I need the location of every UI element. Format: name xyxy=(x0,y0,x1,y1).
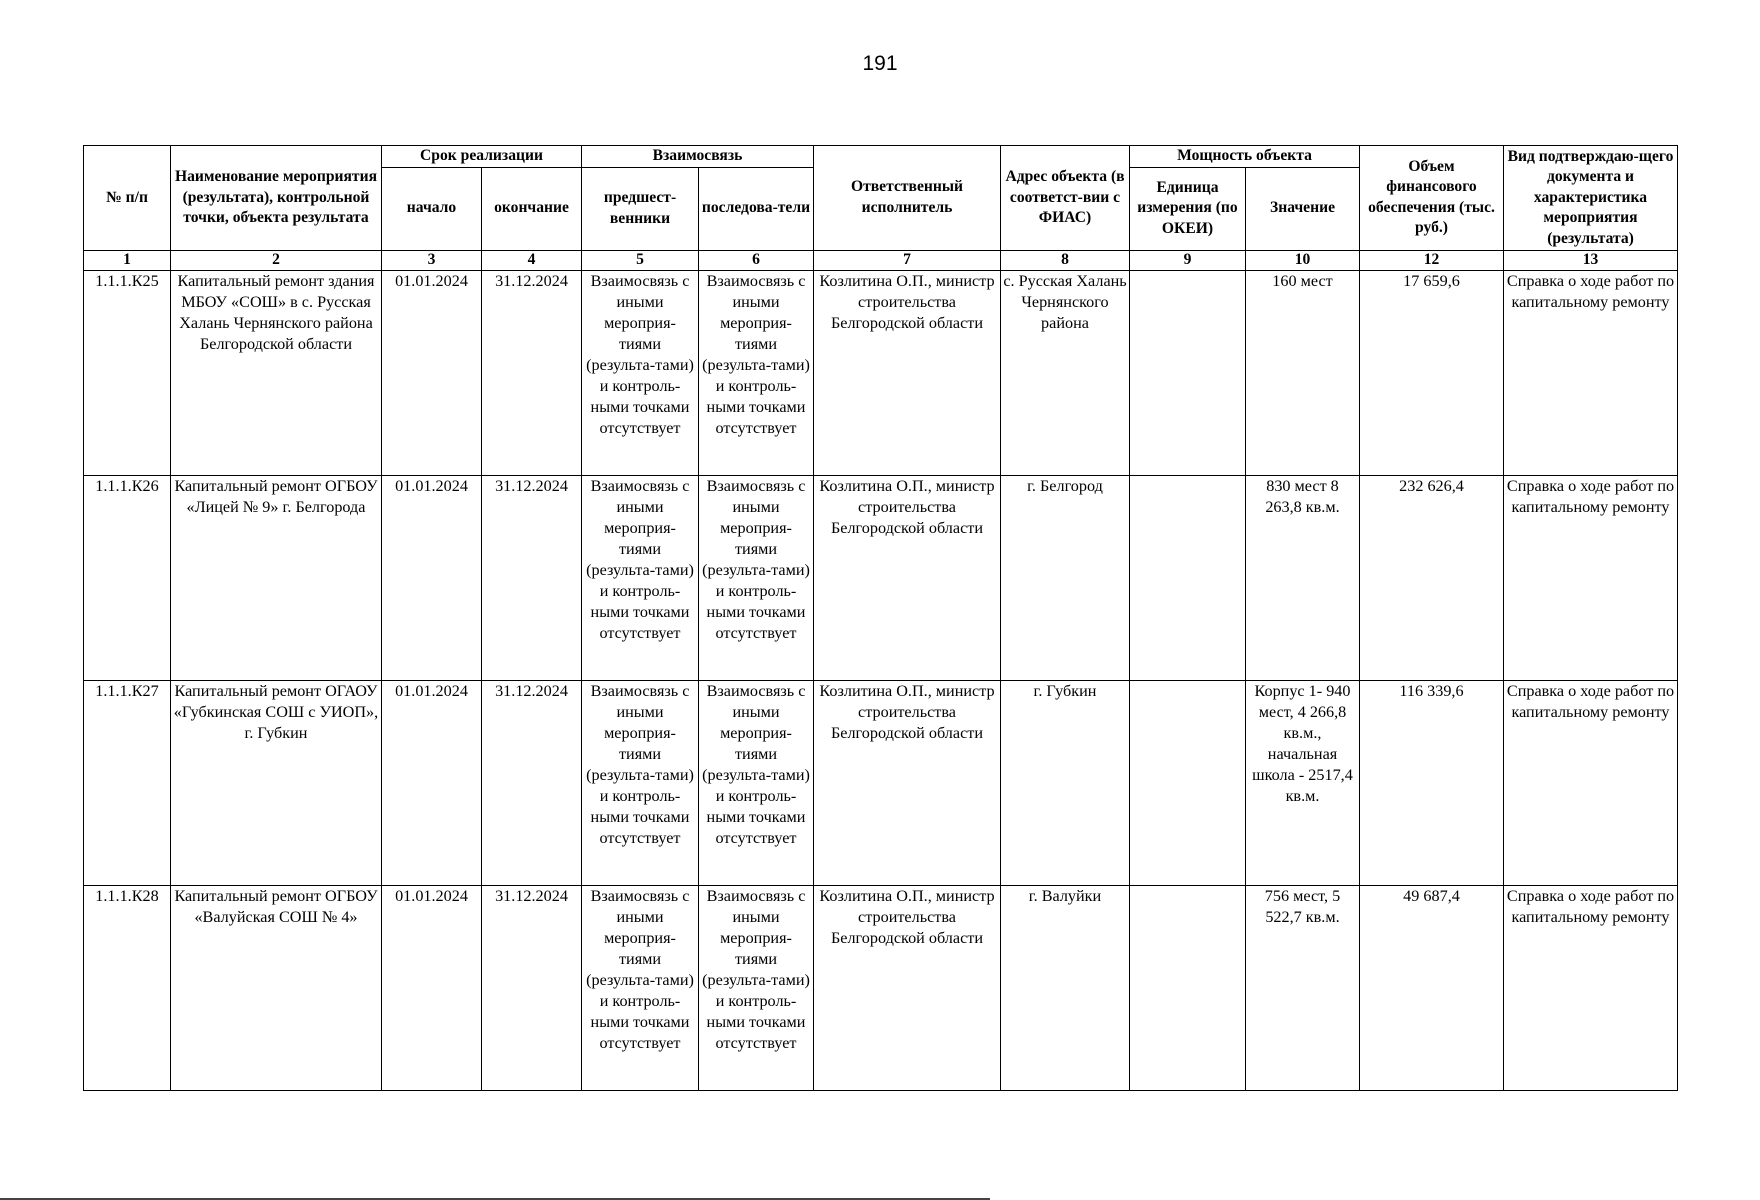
row-finance: 232 626,4 xyxy=(1360,475,1504,680)
row-prev-relation: Взаимосвязь с иными мероприя-тиями (результа-тами) и контроль-ными точками отсутствует xyxy=(582,475,699,680)
table-row xyxy=(84,885,1678,1090)
row-next-relation: Взаимосвязь с иными мероприя-тиями (результа-тами) и контроль-ными точками отсутствует xyxy=(699,885,814,1090)
row-finance: 17 659,6 xyxy=(1360,270,1504,475)
header-relation-next: последова-тели xyxy=(699,167,814,250)
column-number: 8 xyxy=(1001,250,1130,270)
row-end-date: 31.12.2024 xyxy=(482,270,582,475)
table-row xyxy=(84,680,1678,885)
row-next-relation: Взаимосвязь с иными мероприя-тиями (результа-тами) и контроль-ными точками отсутствует xyxy=(699,475,814,680)
column-number: 4 xyxy=(482,250,582,270)
row-number: 1.1.1.К26 xyxy=(84,475,171,680)
header-capacity-unit: Единица измерения (по ОКЕИ) xyxy=(1130,167,1246,250)
header-name: Наименование мероприятия (результата), контрольной точки, объекта результата xyxy=(171,146,382,251)
column-number: 12 xyxy=(1360,250,1504,270)
row-value: 756 мест, 5 522,7 кв.м. xyxy=(1246,885,1360,1090)
header-number: № п/п xyxy=(84,146,171,251)
header-period-end: окончание xyxy=(482,167,582,250)
header-row-top xyxy=(84,146,1678,168)
column-number: 10 xyxy=(1246,250,1360,270)
row-start-date: 01.01.2024 xyxy=(382,680,482,885)
row-next-relation: Взаимосвязь с иными мероприя-тиями (результа-тами) и контроль-ными точками отсутствует xyxy=(699,680,814,885)
column-number: 6 xyxy=(699,250,814,270)
column-number: 2 xyxy=(171,250,382,270)
row-value: 830 мест 8 263,8 кв.м. xyxy=(1246,475,1360,680)
row-finance: 116 339,6 xyxy=(1360,680,1504,885)
column-number-row xyxy=(84,250,1678,270)
row-number: 1.1.1.К25 xyxy=(84,270,171,475)
row-unit xyxy=(1130,680,1246,885)
row-document: Справка о ходе работ по капитальному ремонту xyxy=(1504,270,1678,475)
column-number: 9 xyxy=(1130,250,1246,270)
column-number: 1 xyxy=(84,250,171,270)
header-document: Вид подтверждаю-щего документа и характеристика мероприятия (результата) xyxy=(1504,146,1678,251)
row-end-date: 31.12.2024 xyxy=(482,475,582,680)
table-row xyxy=(84,475,1678,680)
row-prev-relation: Взаимосвязь с иными мероприя-тиями (результа-тами) и контроль-ными точками отсутствует xyxy=(582,885,699,1090)
row-document: Справка о ходе работ по капитальному ремонту xyxy=(1504,885,1678,1090)
page-number: 191 xyxy=(862,52,898,75)
row-executor: Козлитина О.П., министр строительства Белгородской области xyxy=(814,475,1001,680)
row-name: Капитальный ремонт ОГБОУ «Валуйская СОШ № 4» xyxy=(171,885,382,1090)
header-address: Адрес объекта (в соответст-вии с ФИАС) xyxy=(1001,146,1130,251)
header-executor: Ответственный исполнитель xyxy=(814,146,1001,251)
row-executor: Козлитина О.П., министр строительства Белгородской области xyxy=(814,885,1001,1090)
row-name: Капитальный ремонт ОГБОУ «Лицей № 9» г. Белгорода xyxy=(171,475,382,680)
row-address: с. Русская Халань Чернянского района xyxy=(1001,270,1130,475)
row-start-date: 01.01.2024 xyxy=(382,475,482,680)
row-name: Капитальный ремонт ОГАОУ «Губкинская СОШ с УИОП», г. Губкин xyxy=(171,680,382,885)
measures-table xyxy=(83,145,1678,1091)
row-address: г. Валуйки xyxy=(1001,885,1130,1090)
header-relation-prev: предшест-венники xyxy=(582,167,699,250)
header-capacity-value: Значение xyxy=(1246,167,1360,250)
row-next-relation: Взаимосвязь с иными мероприя-тиями (результа-тами) и контроль-ными точками отсутствует xyxy=(699,270,814,475)
table-row xyxy=(84,270,1678,475)
column-number: 5 xyxy=(582,250,699,270)
row-unit xyxy=(1130,475,1246,680)
row-prev-relation: Взаимосвязь с иными мероприя-тиями (результа-тами) и контроль-ными точками отсутствует xyxy=(582,680,699,885)
row-name: Капитальный ремонт здания МБОУ «СОШ» в с. Русская Халань Чернянского района Белгородской области xyxy=(171,270,382,475)
row-document: Справка о ходе работ по капитальному ремонту xyxy=(1504,475,1678,680)
row-number: 1.1.1.К28 xyxy=(84,885,171,1090)
header-capacity: Мощность объекта xyxy=(1130,146,1360,168)
column-number: 7 xyxy=(814,250,1001,270)
header-period: Срок реализации xyxy=(382,146,582,168)
row-prev-relation: Взаимосвязь с иными мероприя-тиями (результа-тами) и контроль-ными точками отсутствует xyxy=(582,270,699,475)
header-period-start: начало xyxy=(382,167,482,250)
column-number: 13 xyxy=(1504,250,1678,270)
row-unit xyxy=(1130,885,1246,1090)
row-end-date: 31.12.2024 xyxy=(482,885,582,1090)
header-relation: Взаимосвязь xyxy=(582,146,814,168)
row-start-date: 01.01.2024 xyxy=(382,885,482,1090)
row-value: 160 мест xyxy=(1246,270,1360,475)
row-address: г. Губкин xyxy=(1001,680,1130,885)
row-unit xyxy=(1130,270,1246,475)
row-executor: Козлитина О.П., министр строительства Белгородской области xyxy=(814,270,1001,475)
row-value: Корпус 1- 940 мест, 4 266,8 кв.м., начальная школа - 2517,4 кв.м. xyxy=(1246,680,1360,885)
header-finance: Объем финансового обеспечения (тыс. руб.) xyxy=(1360,146,1504,251)
row-start-date: 01.01.2024 xyxy=(382,270,482,475)
column-number: 3 xyxy=(382,250,482,270)
row-address: г. Белгород xyxy=(1001,475,1130,680)
row-end-date: 31.12.2024 xyxy=(482,680,582,885)
row-document: Справка о ходе работ по капитальному ремонту xyxy=(1504,680,1678,885)
row-executor: Козлитина О.П., министр строительства Белгородской области xyxy=(814,680,1001,885)
row-finance: 49 687,4 xyxy=(1360,885,1504,1090)
row-number: 1.1.1.К27 xyxy=(84,680,171,885)
